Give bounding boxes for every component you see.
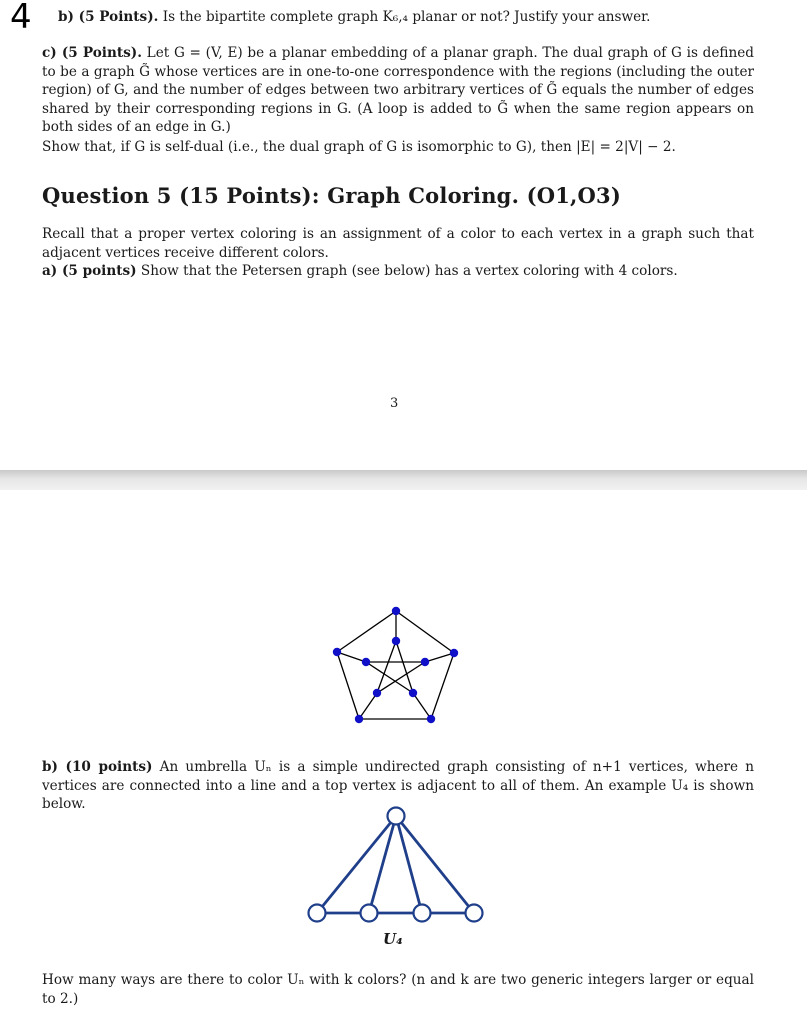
edge [337, 652, 359, 719]
question-5-intro: Recall that a proper vertex coloring is an assignment of a color to each vertex in a graph such that adjacent vertices receive different colors. [42, 226, 754, 261]
vertex [362, 658, 370, 666]
final-question: How many ways are there to color Uₙ with k colors? (n and k are two generic integers larger or equal to 2.) [42, 972, 754, 1007]
vertex [421, 658, 429, 666]
edge [377, 641, 396, 693]
page-3 [0, 0, 807, 470]
vertex [361, 905, 378, 922]
part-c-show: Show that, if G is self-dual (i.e., the dual graph of G is isomorphic to G), then |E| = 2|V| − 2. [42, 139, 676, 155]
part-b-label: b) (10 points) [42, 759, 153, 775]
part-c [42, 44, 754, 137]
page-separator [0, 470, 807, 492]
part-b-text: An umbrella Uₙ is a simple undirected graph consisting of n+1 vertices, where n vertices are connected into a line and a top vertex is adjacent to all of them. An example U₄ is shown below. [42, 759, 755, 813]
edge [377, 662, 425, 693]
page-4 [0, 490, 807, 1024]
petersen-graph [320, 595, 480, 735]
part-b-previous [58, 8, 758, 27]
edge [396, 611, 454, 653]
vertex [466, 905, 483, 922]
vertex [427, 715, 435, 723]
edge [425, 653, 454, 662]
edge [366, 662, 413, 693]
part-c-label: c) (5 Points). [42, 45, 142, 61]
part-b-prev-text: Is the bipartite complete graph K₆,₄ planar or not? Justify your answer. [158, 9, 651, 25]
handwritten-mark: 4 [10, 0, 32, 37]
edge [359, 693, 377, 719]
part-a [42, 262, 754, 281]
part-c-text: Let G = (V, E) be a planar embedding of a planar graph. The dual graph of G is defined to be a graph G̃ whose vertices are in one-to-one correspondence with the regions (including the outer region) of G, and the number of edges between two arbitrary vertices of G̃ equals the number of edges shared by their corresponding regions in G. (A loop is added to G̃ when the same region appears on both sides of an edge in G.) [42, 45, 754, 136]
edge [413, 693, 431, 719]
edge [317, 816, 396, 913]
page-number: 3 [390, 396, 399, 411]
vertex [409, 689, 417, 697]
edge [431, 653, 454, 719]
vertex [309, 905, 326, 922]
vertex [355, 715, 363, 723]
edge [337, 652, 366, 662]
vertex [333, 648, 341, 656]
vertex [392, 637, 400, 645]
part-b-prev-label: b) (5 Points). [58, 9, 159, 25]
edge [337, 611, 396, 652]
vertex [392, 607, 400, 615]
vertex [388, 808, 405, 825]
u4-graph [300, 800, 490, 925]
part-a-text: Show that the Petersen graph (see below) has a vertex coloring with 4 colors. [136, 263, 678, 279]
vertex [450, 649, 458, 657]
vertex [373, 689, 381, 697]
part-a-label: a) (5 points) [42, 263, 137, 279]
u4-label: U₄ [383, 930, 403, 948]
vertex [414, 905, 431, 922]
edge [396, 641, 413, 693]
question-5-title: Question 5 (15 Points): Graph Coloring. (O1,O3) [42, 183, 621, 208]
